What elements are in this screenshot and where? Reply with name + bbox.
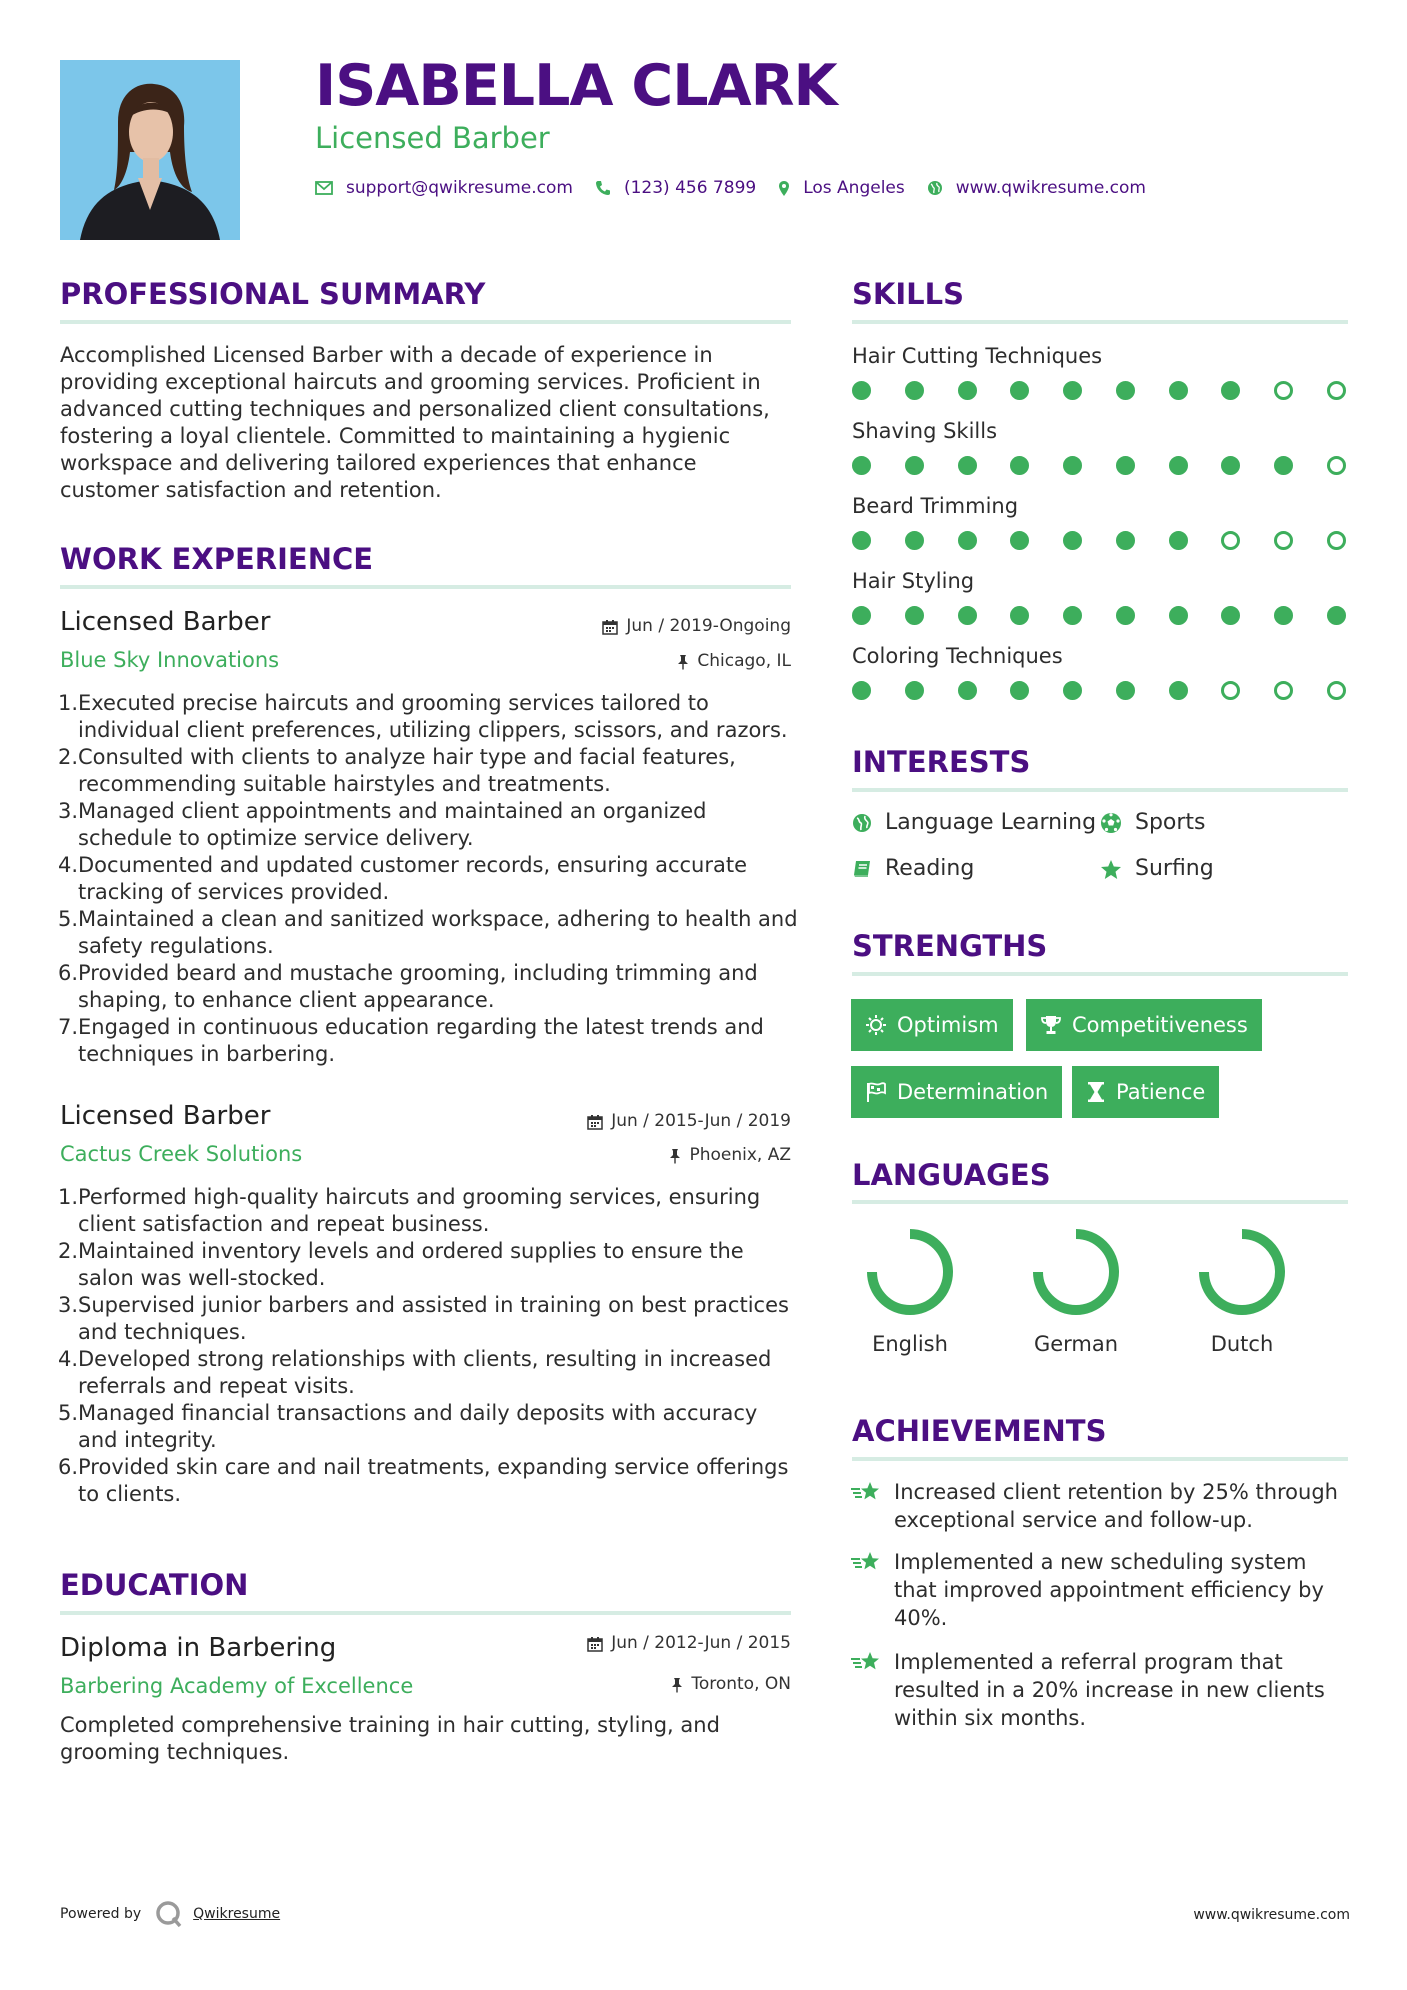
skill-dot-filled bbox=[905, 531, 924, 550]
hourglass-icon bbox=[1086, 1081, 1106, 1103]
strengths-heading: STRENGTHS bbox=[852, 929, 1048, 963]
skill-dot-filled bbox=[852, 381, 871, 400]
skill-rating bbox=[852, 606, 1346, 626]
interest-label: Surfing bbox=[1135, 856, 1214, 881]
education-location-text: Toronto, ON bbox=[691, 1674, 791, 1694]
skills-heading: SKILLS bbox=[852, 277, 964, 311]
skill-name: Coloring Techniques bbox=[852, 644, 1063, 668]
job-2-duty-text: Developed strong relationships with clients, resulting in increased referrals and repeat visits. bbox=[78, 1347, 772, 1398]
language-proficiency-arc bbox=[1204, 1234, 1280, 1310]
sun-icon bbox=[865, 1014, 887, 1036]
language-item bbox=[850, 1226, 970, 1356]
skill-dot-empty bbox=[1274, 381, 1293, 400]
footer-powered-by bbox=[60, 1900, 280, 1928]
job-2-duty-text: Supervised junior barbers and assisted in training on best practices and techniques. bbox=[78, 1293, 789, 1344]
skill-dot-filled bbox=[852, 606, 871, 625]
powered-by-label: Powered by bbox=[60, 1906, 142, 1922]
strength-label: Patience bbox=[1116, 1080, 1206, 1104]
skill-dot-filled bbox=[852, 681, 871, 700]
language-name: English bbox=[872, 1332, 948, 1356]
skill-name: Hair Styling bbox=[852, 569, 975, 593]
skill-dot-filled bbox=[1221, 381, 1240, 400]
job-2-duty: 3. Supervised junior barbers and assisted in training on best practices and techniques. bbox=[58, 1293, 789, 1344]
job-1-title: Licensed Barber bbox=[60, 607, 271, 637]
shooting-star-icon bbox=[850, 1480, 882, 1504]
language-ring bbox=[1030, 1226, 1122, 1318]
job-1-dates bbox=[602, 618, 791, 635]
skill-name: Shaving Skills bbox=[852, 419, 998, 443]
skill-dot-filled bbox=[1169, 381, 1188, 400]
qwikresume-logo-icon bbox=[155, 1900, 183, 1928]
qwikresume-link[interactable]: Qwikresume bbox=[193, 1906, 281, 1922]
interest-label: Reading bbox=[885, 856, 975, 881]
skill-dot-empty bbox=[1327, 531, 1346, 550]
interest-label: Language Learning bbox=[885, 810, 1097, 835]
skill-name: Beard Trimming bbox=[852, 494, 1019, 518]
summary-divider bbox=[60, 320, 791, 324]
contact-phone-text: (123) 456 7899 bbox=[623, 178, 757, 198]
strength-label: Optimism bbox=[897, 1013, 999, 1037]
strength-badge bbox=[851, 1066, 1062, 1118]
pushpin-icon bbox=[671, 1677, 683, 1693]
phone-icon bbox=[595, 180, 611, 196]
skill-dot-filled bbox=[1063, 381, 1082, 400]
skill-dot-empty bbox=[1274, 681, 1293, 700]
interest-item bbox=[1100, 858, 1214, 880]
envelope-icon bbox=[315, 181, 333, 195]
contact-website[interactable] bbox=[927, 178, 1146, 198]
language-item bbox=[1182, 1226, 1302, 1356]
skill-dot-filled bbox=[1010, 681, 1029, 700]
job-1-location bbox=[677, 653, 791, 670]
skill-dot-filled bbox=[1274, 606, 1293, 625]
job-1-duties bbox=[60, 690, 800, 1068]
achievement-item bbox=[850, 1548, 1350, 1632]
skill-dot-filled bbox=[905, 456, 924, 475]
education-dates-text: Jun / 2012-Jun / 2015 bbox=[611, 1633, 791, 1653]
education-description: Completed comprehensive training in hair cutting, styling, and grooming techniques. bbox=[60, 1713, 720, 1764]
shooting-star-icon bbox=[850, 1550, 882, 1574]
skill-dot-empty bbox=[1327, 456, 1346, 475]
contact-website-text: www.qwikresume.com bbox=[955, 178, 1146, 198]
job-1-duty-text: Documented and updated customer records, ensuring accurate tracking of services provided. bbox=[78, 853, 748, 904]
job-2-duty: 1. Performed high-quality haircuts and grooming services, ensuring client satisfaction and repeat business. bbox=[58, 1185, 761, 1236]
skill-dot-filled bbox=[1169, 456, 1188, 475]
skill-dot-filled bbox=[905, 681, 924, 700]
skill-dot-filled bbox=[1169, 681, 1188, 700]
skill-dot-filled bbox=[1063, 606, 1082, 625]
job-1-location-text: Chicago, IL bbox=[697, 651, 791, 671]
education-school: Barbering Academy of Excellence bbox=[60, 1674, 414, 1698]
skill-dot-filled bbox=[1063, 456, 1082, 475]
skill-rating bbox=[852, 531, 1346, 551]
footer-website[interactable]: www.qwikresume.com bbox=[1193, 1907, 1350, 1923]
skill-dot-filled bbox=[958, 531, 977, 550]
job-2-duties bbox=[60, 1184, 800, 1508]
calendar-icon bbox=[602, 619, 618, 635]
job-2-title: Licensed Barber bbox=[60, 1101, 271, 1131]
education-location bbox=[671, 1676, 791, 1693]
skill-dot-filled bbox=[1010, 456, 1029, 475]
job-1-duty: 6. Provided beard and mustache grooming, including trimming and shaping, to enhance client appearance. bbox=[58, 961, 758, 1012]
globe-icon bbox=[852, 813, 872, 833]
contact-email[interactable] bbox=[315, 178, 573, 198]
language-proficiency-arc bbox=[872, 1234, 948, 1310]
skill-dot-empty bbox=[1221, 681, 1240, 700]
skill-rating bbox=[852, 381, 1346, 401]
shooting-star-icon bbox=[850, 1650, 882, 1674]
interest-item bbox=[1100, 812, 1206, 834]
job-2-location bbox=[669, 1147, 791, 1164]
achievement-text: Implemented a referral program that resulted in a 20% increase in new clients within six months. bbox=[894, 1650, 1325, 1730]
job-1-duty: 1. Executed precise haircuts and grooming services tailored to individual client preferences, utilizing clippers, scissors, and razors. bbox=[58, 691, 788, 742]
skill-dot-filled bbox=[958, 456, 977, 475]
job-2-dates-text: Jun / 2015-Jun / 2019 bbox=[611, 1111, 791, 1131]
job-1-duty: 5. Maintained a clean and sanitized workspace, adhering to health and safety regulations. bbox=[58, 907, 798, 958]
skill-dot-filled bbox=[852, 531, 871, 550]
strength-label: Determination bbox=[897, 1080, 1049, 1104]
skill-dot-filled bbox=[905, 381, 924, 400]
skill-dot-filled bbox=[852, 456, 871, 475]
interest-label: Sports bbox=[1135, 810, 1206, 835]
achievements-divider bbox=[852, 1457, 1348, 1461]
globe-icon bbox=[927, 180, 943, 196]
achievement-item bbox=[850, 1648, 1350, 1732]
calendar-icon bbox=[587, 1636, 603, 1652]
job-1-company: Blue Sky Innovations bbox=[60, 648, 280, 672]
job-1-dates-text: Jun / 2019-Ongoing bbox=[626, 616, 791, 636]
job-1-duty-text: Consulted with clients to analyze hair type and facial features, recommending suitable hairstyles and treatments. bbox=[78, 745, 736, 796]
skill-dot-filled bbox=[1010, 606, 1029, 625]
achievement-item bbox=[850, 1478, 1350, 1534]
contact-phone[interactable] bbox=[595, 178, 756, 198]
job-2-duty-text: Performed high-quality haircuts and grooming services, ensuring client satisfaction and repeat business. bbox=[78, 1185, 761, 1236]
skill-dot-empty bbox=[1274, 531, 1293, 550]
skill-dot-filled bbox=[1116, 456, 1135, 475]
experience-divider bbox=[60, 585, 791, 589]
skill-dot-filled bbox=[1116, 531, 1135, 550]
job-2-duty-text: Managed financial transactions and daily deposits with accuracy and integrity. bbox=[78, 1401, 758, 1452]
interest-item bbox=[852, 812, 1096, 834]
skill-dot-filled bbox=[1221, 456, 1240, 475]
summary-heading: PROFESSIONAL SUMMARY bbox=[60, 277, 486, 311]
job-2-location-text: Phoenix, AZ bbox=[689, 1145, 791, 1165]
profile-photo bbox=[60, 60, 240, 240]
interests-divider bbox=[852, 788, 1348, 792]
contact-location bbox=[778, 178, 905, 198]
job-1-duty-text: Engaged in continuous education regarding the latest trends and techniques in barbering. bbox=[78, 1015, 764, 1066]
candidate-title: Licensed Barber bbox=[315, 121, 550, 155]
skills-divider bbox=[852, 320, 1348, 324]
job-1-duty-text: Managed client appointments and maintained an organized schedule to optimize service delivery. bbox=[78, 799, 707, 850]
languages-heading: LANGUAGES bbox=[852, 1158, 1051, 1192]
job-1-duty-text: Provided beard and mustache grooming, including trimming and shaping, to enhance client appearance. bbox=[78, 961, 758, 1012]
calendar-icon bbox=[587, 1114, 603, 1130]
skill-dot-empty bbox=[1221, 531, 1240, 550]
language-ring bbox=[1196, 1226, 1288, 1318]
skill-dot-filled bbox=[1169, 531, 1188, 550]
job-1-duty: 3. Managed client appointments and maintained an organized schedule to optimize service delivery. bbox=[58, 799, 707, 850]
job-2-duty-text: Maintained inventory levels and ordered supplies to ensure the salon was well-stocked. bbox=[78, 1239, 744, 1290]
achievement-text: Increased client retention by 25% through exceptional service and follow-up. bbox=[894, 1480, 1338, 1532]
skill-dot-filled bbox=[1063, 681, 1082, 700]
language-name: Dutch bbox=[1210, 1332, 1274, 1356]
book-icon bbox=[852, 859, 872, 879]
skill-dot-filled bbox=[958, 681, 977, 700]
achievements-heading: ACHIEVEMENTS bbox=[852, 1414, 1107, 1448]
job-1-duty: 2. Consulted with clients to analyze hair type and facial features, recommending suitable hairstyles and treatments. bbox=[58, 745, 736, 796]
skill-dot-empty bbox=[1327, 381, 1346, 400]
job-1-duty-text: Maintained a clean and sanitized workspace, adhering to health and safety regulations. bbox=[78, 907, 798, 958]
strength-label: Competitiveness bbox=[1072, 1013, 1248, 1037]
skill-dot-filled bbox=[1327, 606, 1346, 625]
job-2-company: Cactus Creek Solutions bbox=[60, 1142, 303, 1166]
map-marker-icon bbox=[778, 180, 790, 197]
skill-dot-filled bbox=[1116, 681, 1135, 700]
job-2-duty-text: Provided skin care and nail treatments, expanding service offerings to clients. bbox=[78, 1455, 789, 1506]
flag-icon bbox=[865, 1081, 887, 1103]
education-divider bbox=[60, 1611, 791, 1615]
skill-dot-filled bbox=[1010, 381, 1029, 400]
languages-divider bbox=[852, 1200, 1348, 1204]
job-2-duty: 6. Provided skin care and nail treatments, expanding service offerings to clients. bbox=[58, 1455, 789, 1506]
skill-dot-filled bbox=[1116, 381, 1135, 400]
experience-heading: WORK EXPERIENCE bbox=[60, 542, 374, 576]
summary-text: Accomplished Licensed Barber with a decade of experience in providing exceptional haircuts and grooming services. Proficient in advanced cutting techniques and personalized client consultations, fostering a loyal clientele. Committed to maintaining a hygienic workspace and delivering tailored experiences that enhance customer satisfaction and retention. bbox=[60, 343, 770, 502]
pushpin-icon bbox=[669, 1148, 681, 1164]
job-2-dates bbox=[587, 1113, 791, 1130]
strength-badge bbox=[851, 999, 1013, 1051]
skill-rating bbox=[852, 456, 1346, 476]
skill-name: Hair Cutting Techniques bbox=[852, 344, 1103, 368]
skill-rating bbox=[852, 681, 1346, 701]
skill-dot-filled bbox=[1063, 531, 1082, 550]
contact-email-text: support@qwikresume.com bbox=[346, 178, 573, 198]
soccer-ball-icon bbox=[1100, 812, 1122, 834]
job-2-duty: 5. Managed financial transactions and daily deposits with accuracy and integrity. bbox=[58, 1401, 758, 1452]
trophy-icon bbox=[1040, 1014, 1062, 1036]
interests-heading: INTERESTS bbox=[852, 745, 1031, 779]
skill-dot-filled bbox=[1221, 606, 1240, 625]
star-icon bbox=[1100, 859, 1122, 880]
strength-badge bbox=[1072, 1066, 1219, 1118]
language-name: German bbox=[1033, 1332, 1119, 1356]
job-2-duty: 2. Maintained inventory levels and ordered supplies to ensure the salon was well-stocked. bbox=[58, 1239, 744, 1290]
skill-dot-filled bbox=[958, 606, 977, 625]
contact-location-text: Los Angeles bbox=[803, 178, 905, 198]
skill-dot-filled bbox=[1274, 456, 1293, 475]
job-2-duty: 4. Developed strong relationships with clients, resulting in increased referrals and repeat visits. bbox=[58, 1347, 772, 1398]
strength-badge bbox=[1026, 999, 1262, 1051]
skill-dot-filled bbox=[1169, 606, 1188, 625]
achievement-text: Implemented a new scheduling system that improved appointment efficiency by 40%. bbox=[894, 1550, 1324, 1630]
strengths-divider bbox=[852, 972, 1348, 976]
skill-dot-filled bbox=[905, 606, 924, 625]
language-proficiency-arc bbox=[1038, 1234, 1114, 1310]
language-ring bbox=[864, 1226, 956, 1318]
pushpin-icon bbox=[677, 654, 689, 670]
job-1-duty-text: Executed precise haircuts and grooming services tailored to individual client preferences, utilizing clippers, scissors, and razors. bbox=[78, 691, 788, 742]
skill-dot-empty bbox=[1327, 681, 1346, 700]
education-dates bbox=[587, 1635, 791, 1652]
job-1-duty: 7. Engaged in continuous education regarding the latest trends and techniques in barbering. bbox=[58, 1015, 764, 1066]
language-item bbox=[1016, 1226, 1136, 1356]
contact-bar bbox=[315, 178, 1168, 198]
interest-item bbox=[852, 858, 974, 880]
skill-dot-filled bbox=[958, 381, 977, 400]
skill-dot-filled bbox=[1116, 606, 1135, 625]
candidate-name: ISABELLA CLARK bbox=[315, 53, 837, 119]
education-degree: Diploma in Barbering bbox=[60, 1633, 337, 1663]
job-1-duty: 4. Documented and updated customer records, ensuring accurate tracking of services provided. bbox=[58, 853, 748, 904]
skill-dot-filled bbox=[1010, 531, 1029, 550]
education-heading: EDUCATION bbox=[60, 1568, 249, 1602]
